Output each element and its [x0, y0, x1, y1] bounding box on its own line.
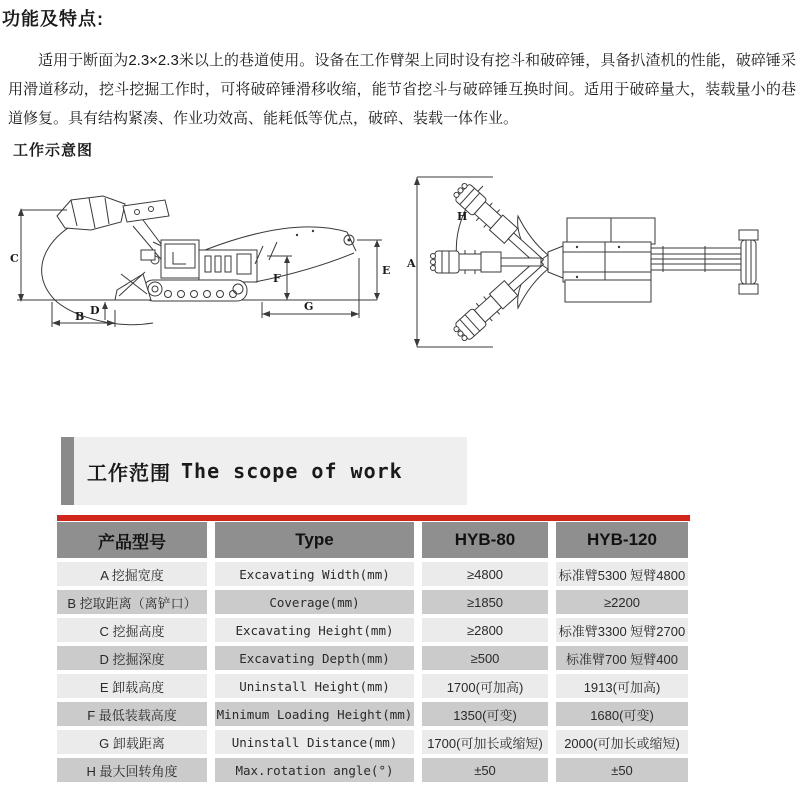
table-cell-type: Excavating Width(mm) — [215, 562, 414, 586]
banner-accent-bar — [61, 437, 74, 505]
scope-title-en: The scope of work — [181, 459, 403, 483]
table-cell-hyb120: 标准臂5300 短臂4800 — [556, 562, 688, 586]
table-row — [57, 730, 690, 754]
table-cell-hyb120: 1913(可加高) — [556, 674, 688, 698]
table-cell-type: Max.rotation angle(°) — [215, 758, 414, 782]
table-cell-type: Minimum Loading Height(mm) — [215, 702, 414, 726]
table-row — [57, 590, 690, 614]
table-body — [57, 562, 690, 782]
column-header-model: 产品型号 — [57, 522, 207, 558]
diagram-heading: 工作示意图 — [13, 142, 94, 159]
table-cell-hyb80: ±50 — [422, 758, 548, 782]
table-cell-label: A 挖掘宽度 — [57, 562, 207, 586]
dim-label-e: E — [382, 264, 391, 277]
table-top-rule — [57, 515, 690, 521]
column-header-hyb120: HYB-120 — [556, 522, 688, 558]
table-row — [57, 702, 690, 726]
table-cell-hyb80: 1350(可变) — [422, 702, 548, 726]
scope-title-zh: 工作范围 — [87, 462, 171, 485]
intro-paragraph: 适用于断面为2.3×2.3米以上的巷道使用。设备在工作臂架上同时设有挖斗和破碎锤，具备扒渣机的性能，破碎锤采用滑道移动，挖斗挖掘工作时，可将破碎锤滑移收缩，能节省挖斗与破碎锤互换时间。适用于破碎量大，装载量小的巷道修复。具有结构紧凑、作业功效高、能耗低等优点，破碎、装载一体作业。 — [8, 52, 796, 127]
dim-label-d: D — [90, 304, 100, 317]
table-cell-label: D 挖掘深度 — [57, 646, 207, 670]
table-cell-label: C 挖掘高度 — [57, 618, 207, 642]
scope-of-work-title — [87, 437, 403, 505]
table-cell-hyb80: ≥4800 — [422, 562, 548, 586]
table-cell-type: Excavating Height(mm) — [215, 618, 414, 642]
dim-label-f: F — [273, 272, 281, 285]
side-view-diagram — [5, 190, 400, 335]
table-cell-hyb80: 1700(可加高) — [422, 674, 548, 698]
scope-of-work-banner — [61, 437, 467, 505]
table-cell-hyb80: ≥500 — [422, 646, 548, 670]
table-cell-type: Excavating Depth(mm) — [215, 646, 414, 670]
dim-label-a: A — [407, 257, 416, 270]
table-cell-label: B 挖取距离（离铲口） — [57, 590, 207, 614]
table-row — [57, 646, 690, 670]
table-cell-hyb80: 1700(可加长或缩短) — [422, 730, 548, 754]
page-title: 功能及特点: — [2, 9, 104, 29]
spec-table — [57, 515, 690, 782]
table-cell-hyb120: 标准臂3300 短臂2700 — [556, 618, 688, 642]
table-cell-hyb120: 1680(可变) — [556, 702, 688, 726]
table-cell-hyb80: ≥2800 — [422, 618, 548, 642]
table-cell-hyb120: ≥2200 — [556, 590, 688, 614]
table-row — [57, 618, 690, 642]
table-cell-label: G 卸载距离 — [57, 730, 207, 754]
top-view-diagram — [405, 170, 775, 355]
dim-label-b: B — [75, 310, 85, 323]
table-cell-label: H 最大回转角度 — [57, 758, 207, 782]
table-cell-type: Uninstall Height(mm) — [215, 674, 414, 698]
table-header-row — [57, 522, 690, 558]
table-cell-type: Uninstall Distance(mm) — [215, 730, 414, 754]
table-cell-type: Coverage(mm) — [215, 590, 414, 614]
table-cell-hyb120: 2000(可加长或缩短) — [556, 730, 688, 754]
table-row — [57, 562, 690, 586]
table-cell-label: F 最低装载高度 — [57, 702, 207, 726]
column-header-hyb80: HYB-80 — [422, 522, 548, 558]
dim-label-g: G — [304, 300, 314, 313]
dim-label-h: H — [457, 210, 468, 223]
dim-label-c: C — [10, 252, 19, 265]
table-cell-label: E 卸载高度 — [57, 674, 207, 698]
table-row — [57, 758, 690, 782]
table-cell-hyb80: ≥1850 — [422, 590, 548, 614]
column-header-type: Type — [215, 522, 414, 558]
table-row — [57, 674, 690, 698]
table-cell-hyb120: ±50 — [556, 758, 688, 782]
table-cell-hyb120: 标准臂700 短臂400 — [556, 646, 688, 670]
